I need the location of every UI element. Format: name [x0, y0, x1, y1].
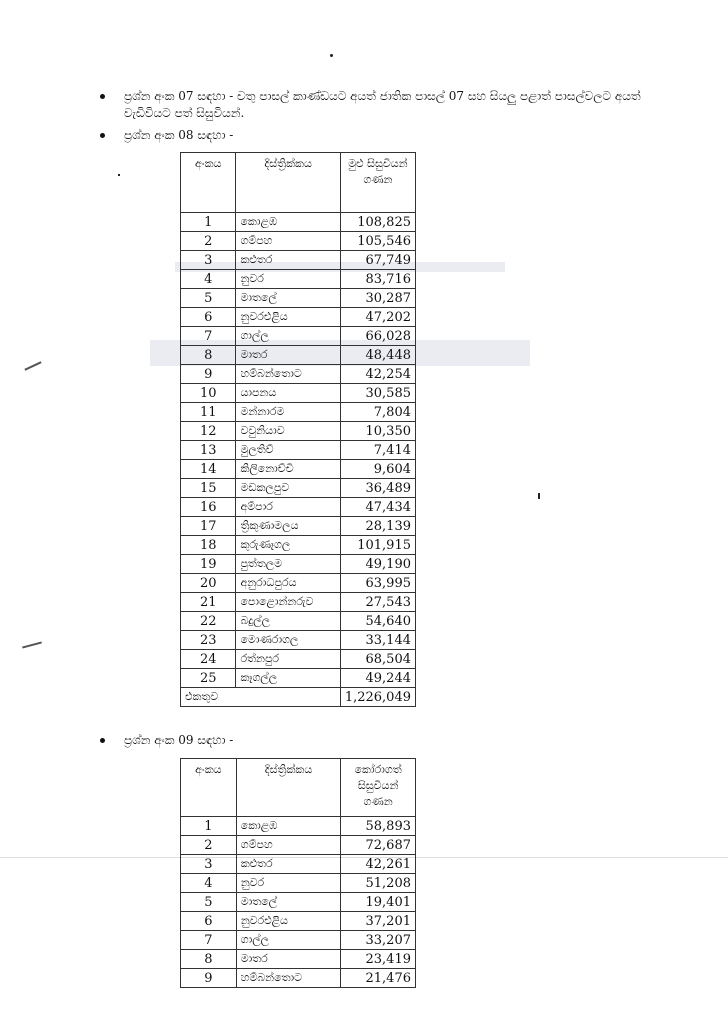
row-number: 9: [181, 365, 236, 384]
table-row: [181, 327, 416, 346]
row-count: 10,350: [340, 422, 415, 441]
table-row: [181, 365, 416, 384]
row-district: මාතර: [236, 346, 340, 365]
row-count: 51,208: [341, 874, 416, 893]
row-count: 19,401: [341, 893, 416, 912]
table-header-row: [181, 153, 416, 213]
table-row: [181, 931, 416, 950]
row-district: මාතලේ: [236, 893, 341, 912]
row-district: නුවර: [236, 270, 340, 289]
row-district: හම්බන්තොට: [236, 969, 341, 988]
row-district: ගම්පහ: [236, 232, 340, 251]
row-district: මඩකලපුව: [236, 479, 340, 498]
row-count: 27,543: [340, 593, 415, 612]
table-row: [181, 289, 416, 308]
row-number: 9: [181, 969, 237, 988]
row-count: 108,825: [340, 213, 415, 232]
table-header-row: [181, 759, 416, 817]
row-district: රත්නපුර: [236, 650, 340, 669]
row-district: මාතලේ: [236, 289, 340, 308]
row-district: නුවරඑළිය: [236, 912, 341, 931]
row-number: 11: [181, 403, 236, 422]
row-number: 3: [181, 251, 236, 270]
row-count: 83,716: [340, 270, 415, 289]
row-district: කළුතර: [236, 855, 341, 874]
speck: [118, 174, 120, 176]
row-count: 47,202: [340, 308, 415, 327]
row-district: කළුතර: [236, 251, 340, 270]
row-number: 17: [181, 517, 236, 536]
row-district: ගාල්ල: [236, 327, 340, 346]
row-count: 33,207: [341, 931, 416, 950]
row-district: මන්නාරම: [236, 403, 340, 422]
row-district: යාපනය: [236, 384, 340, 403]
row-number: 1: [181, 817, 237, 836]
table-row: [181, 893, 416, 912]
row-district: ගාල්ල: [236, 931, 341, 950]
table-row: [181, 650, 416, 669]
row-count: 48,448: [340, 346, 415, 365]
row-number: 2: [181, 232, 236, 251]
table-row: [181, 631, 416, 650]
row-count: 28,139: [340, 517, 415, 536]
row-number: 5: [181, 893, 237, 912]
row-number: 3: [181, 855, 237, 874]
row-count: 58,893: [341, 817, 416, 836]
row-count: 101,915: [340, 536, 415, 555]
row-number: 15: [181, 479, 236, 498]
row-count: 63,995: [340, 574, 415, 593]
row-district: බදුල්ල: [236, 612, 340, 631]
table-row: [181, 969, 416, 988]
row-number: 8: [181, 346, 236, 365]
row-count: 42,261: [341, 855, 416, 874]
row-count: 105,546: [340, 232, 415, 251]
row-count: 30,585: [340, 384, 415, 403]
total-row: [181, 688, 416, 707]
header-district: දිස්ත්‍රික්කය: [236, 759, 341, 817]
header-no: අංකය: [181, 153, 236, 213]
row-number: 4: [181, 270, 236, 289]
row-number: 14: [181, 460, 236, 479]
table-row: [181, 912, 416, 931]
row-number: 13: [181, 441, 236, 460]
bullet-icon: [100, 94, 105, 99]
speck: [24, 361, 41, 370]
header-no: අංකය: [181, 759, 237, 817]
row-count: 7,414: [340, 441, 415, 460]
table-row: [181, 498, 416, 517]
row-number: 6: [181, 308, 236, 327]
row-count: 54,640: [340, 612, 415, 631]
row-number: 23: [181, 631, 236, 650]
row-number: 2: [181, 836, 237, 855]
row-count: 30,287: [340, 289, 415, 308]
bullet-icon: [100, 738, 105, 743]
row-district: කෑගල්ල: [236, 669, 340, 688]
table-row: [181, 232, 416, 251]
table-row: [181, 536, 416, 555]
row-count: 9,604: [340, 460, 415, 479]
table-row: [181, 346, 416, 365]
row-number: 20: [181, 574, 236, 593]
table-row: [181, 817, 416, 836]
row-district: අම්පාර: [236, 498, 340, 517]
row-district: පුත්තලම: [236, 555, 340, 574]
row-count: 21,476: [341, 969, 416, 988]
row-count: 36,489: [340, 479, 415, 498]
speck: [22, 641, 42, 648]
row-district: මාතර: [236, 950, 341, 969]
bullet-q07-text: ප්‍රශ්න අංක 07 සඳහා - චතු පාසල් කාණ්ඩයට අයත් ජාතික පාසල් 07 සහ සියලු පළාත් පාසල්වලට අයත් වැඩිවියට පත් සිසුවියන්.: [124, 89, 641, 120]
row-count: 67,749: [340, 251, 415, 270]
bullet-icon: [100, 133, 105, 138]
table-row: [181, 517, 416, 536]
table-row: [181, 403, 416, 422]
table-row: [181, 384, 416, 403]
row-district: හම්බන්තොට: [236, 365, 340, 384]
table-row: [181, 855, 416, 874]
row-count: 72,687: [341, 836, 416, 855]
row-district: කොළඹ: [236, 213, 340, 232]
row-district: පොළොන්නරුව: [236, 593, 340, 612]
table-row: [181, 460, 416, 479]
row-district: ත්‍රිකුණාමලය: [236, 517, 340, 536]
total-value: 1,226,049: [340, 688, 415, 707]
row-number: 1: [181, 213, 236, 232]
row-district: කුරුණෑගල: [236, 536, 340, 555]
table-row: [181, 612, 416, 631]
row-district: මුලතිව්: [236, 441, 340, 460]
row-number: 10: [181, 384, 236, 403]
row-count: 42,254: [340, 365, 415, 384]
row-number: 4: [181, 874, 237, 893]
total-label: එකතුව: [181, 688, 341, 707]
row-count: 7,804: [340, 403, 415, 422]
row-district: කොළඹ: [236, 817, 341, 836]
speck: [538, 493, 540, 499]
row-count: 49,190: [340, 555, 415, 574]
row-count: 23,419: [341, 950, 416, 969]
row-number: 19: [181, 555, 236, 574]
row-district: වවුනියාව: [236, 422, 340, 441]
row-district: ගම්පහ: [236, 836, 341, 855]
row-number: 6: [181, 912, 237, 931]
row-number: 22: [181, 612, 236, 631]
row-district: නුවර: [236, 874, 341, 893]
bullet-q08-text: ප්‍රශ්න අංක 08 සඳහා -: [124, 128, 234, 142]
row-count: 66,028: [340, 327, 415, 346]
row-district: කිලිනොච්චි: [236, 460, 340, 479]
header-district: දිස්ත්‍රික්කය: [236, 153, 340, 213]
table-q08: [180, 152, 416, 707]
row-number: 25: [181, 669, 236, 688]
table-row: [181, 593, 416, 612]
table-row: [181, 574, 416, 593]
row-district: මොණරාගල: [236, 631, 340, 650]
row-district: අනුරාධපුරය: [236, 574, 340, 593]
row-number: 8: [181, 950, 237, 969]
row-number: 21: [181, 593, 236, 612]
table-row: [181, 874, 416, 893]
header-count: මුළු සිසුවියන් ගණන: [340, 153, 415, 213]
table-row: [181, 308, 416, 327]
row-count: 37,201: [341, 912, 416, 931]
table-row: [181, 669, 416, 688]
row-number: 18: [181, 536, 236, 555]
table-q09: [180, 758, 416, 988]
table-row: [181, 555, 416, 574]
row-count: 68,504: [340, 650, 415, 669]
table-row: [181, 836, 416, 855]
row-number: 7: [181, 327, 236, 346]
row-number: 7: [181, 931, 237, 950]
header-count: කෝරාගත් සිසුවියන් ගණන: [341, 759, 416, 817]
speck: [330, 54, 333, 57]
table-row: [181, 251, 416, 270]
row-count: 47,434: [340, 498, 415, 517]
row-number: 12: [181, 422, 236, 441]
table-row: [181, 213, 416, 232]
table-row: [181, 441, 416, 460]
table-row: [181, 422, 416, 441]
row-number: 16: [181, 498, 236, 517]
row-count: 33,144: [340, 631, 415, 650]
row-number: 24: [181, 650, 236, 669]
bullet-q09-text: ප්‍රශ්න අංක 09 සඳහා -: [124, 733, 234, 747]
table-row: [181, 479, 416, 498]
row-district: නුවරඑළිය: [236, 308, 340, 327]
row-count: 49,244: [340, 669, 415, 688]
row-number: 5: [181, 289, 236, 308]
table-row: [181, 950, 416, 969]
table-row: [181, 270, 416, 289]
